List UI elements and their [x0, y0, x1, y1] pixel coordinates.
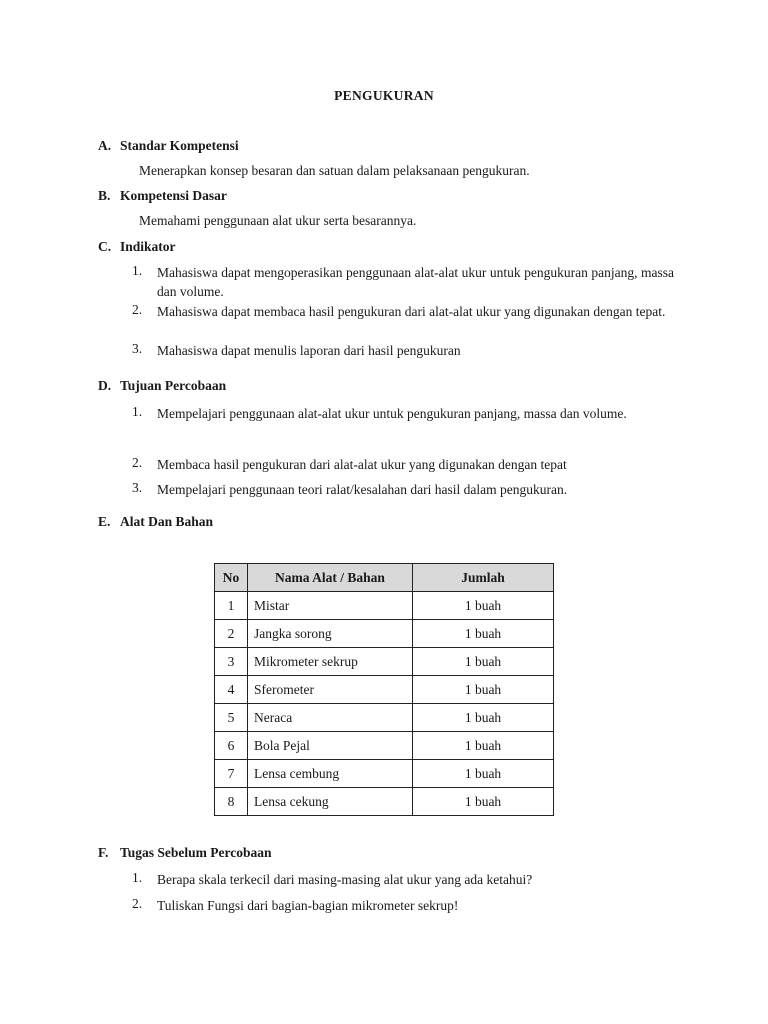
- cell-no: 3: [215, 648, 248, 676]
- cell-no: 8: [215, 788, 248, 816]
- list-item: [132, 870, 674, 889]
- table-row: [215, 648, 554, 676]
- section-a-text: Menerapkan konsep besaran dan satuan dalam pelaksanaan pengukuran.: [139, 163, 530, 178]
- section-f-heading: [98, 845, 272, 861]
- list-item-number: 1.: [132, 870, 143, 885]
- cell-no: 5: [215, 704, 248, 732]
- list-item-number: 3.: [132, 480, 143, 495]
- table-row: [215, 620, 554, 648]
- section-c-heading: [98, 239, 176, 255]
- list-item-text: Mahasiswa dapat menulis laporan dari hasil pengukuran: [157, 343, 461, 358]
- list-item: [132, 263, 674, 301]
- section-c-title: Indikator: [120, 239, 176, 254]
- cell-name: Lensa cekung: [248, 788, 413, 816]
- list-item: [132, 341, 674, 360]
- column-header-qty: Jumlah: [413, 564, 554, 592]
- section-e-letter: E.: [98, 514, 111, 529]
- section-a-title: Standar Kompetensi: [120, 138, 239, 153]
- list-item: [132, 480, 674, 499]
- page-title: PENGUKURAN: [334, 88, 434, 103]
- cell-name: Mistar: [248, 592, 413, 620]
- cell-name: Lensa cembung: [248, 760, 413, 788]
- section-a-letter: A.: [98, 138, 112, 153]
- section-b-letter: B.: [98, 188, 111, 203]
- section-a-heading: [98, 138, 239, 154]
- section-f-letter: F.: [98, 845, 109, 860]
- section-b-heading: [98, 188, 227, 204]
- list-item-text: Mempelajari penggunaan alat-alat ukur untuk pengukuran panjang, massa dan volume.: [157, 406, 627, 421]
- cell-name: Sferometer: [248, 676, 413, 704]
- cell-no: 1: [215, 592, 248, 620]
- list-item-text: Membaca hasil pengukuran dari alat-alat ukur yang digunakan dengan tepat: [157, 457, 567, 472]
- section-b-title: Kompetensi Dasar: [120, 188, 227, 203]
- section-d-title: Tujuan Percobaan: [120, 378, 227, 393]
- list-item: [132, 896, 674, 915]
- cell-qty: 1 buah: [413, 620, 554, 648]
- section-b-text: Memahami penggunaan alat ukur serta besarannya.: [139, 213, 417, 228]
- table-row: [215, 704, 554, 732]
- section-d-heading: [98, 378, 226, 394]
- table-row: [215, 760, 554, 788]
- list-item: [132, 401, 674, 426]
- table-row: [215, 732, 554, 760]
- cell-qty: 1 buah: [413, 788, 554, 816]
- list-item-number: 2.: [132, 896, 143, 911]
- column-header-no: No: [215, 564, 248, 592]
- cell-name: Mikrometer sekrup: [248, 648, 413, 676]
- cell-qty: 1 buah: [413, 676, 554, 704]
- cell-qty: 1 buah: [413, 760, 554, 788]
- list-item-text: Tuliskan Fungsi dari bagian-bagian mikrometer sekrup!: [157, 898, 459, 913]
- cell-no: 2: [215, 620, 248, 648]
- column-header-name: Nama Alat / Bahan: [248, 564, 413, 592]
- table-header-row: [215, 564, 554, 592]
- cell-name: Neraca: [248, 704, 413, 732]
- section-c-letter: C.: [98, 239, 112, 254]
- list-item-text: Mahasiswa dapat membaca hasil pengukuran dari alat-alat ukur yang digunakan dengan tepat.: [157, 304, 666, 319]
- list-item-text: Mahasiswa dapat mengoperasikan penggunaan alat-alat ukur untuk pengukuran panjang, massa dan volume.: [157, 265, 674, 299]
- table-row: [215, 592, 554, 620]
- cell-no: 6: [215, 732, 248, 760]
- equipment-table: [214, 563, 554, 816]
- cell-qty: 1 buah: [413, 704, 554, 732]
- section-f-title: Tugas Sebelum Percobaan: [120, 845, 272, 860]
- cell-name: Bola Pejal: [248, 732, 413, 760]
- list-item-text: Mempelajari penggunaan teori ralat/kesalahan dari hasil dalam pengukuran.: [157, 482, 568, 497]
- section-e-heading: [98, 514, 213, 530]
- cell-qty: 1 buah: [413, 732, 554, 760]
- section-e-title: Alat Dan Bahan: [120, 514, 214, 529]
- list-item: [132, 302, 674, 321]
- list-item-number: 3.: [132, 341, 143, 356]
- list-item-number: 1.: [132, 404, 143, 419]
- list-item-number: 2.: [132, 455, 143, 470]
- cell-qty: 1 buah: [413, 592, 554, 620]
- cell-name: Jangka sorong: [248, 620, 413, 648]
- cell-qty: 1 buah: [413, 648, 554, 676]
- list-item-number: 1.: [132, 263, 143, 278]
- list-item: [132, 455, 674, 474]
- section-d-letter: D.: [98, 378, 112, 393]
- cell-no: 7: [215, 760, 248, 788]
- table-row: [215, 788, 554, 816]
- list-item-number: 2.: [132, 302, 143, 317]
- list-item-text: Berapa skala terkecil dari masing-masing alat ukur yang ada ketahui?: [157, 872, 533, 887]
- cell-no: 4: [215, 676, 248, 704]
- table-row: [215, 676, 554, 704]
